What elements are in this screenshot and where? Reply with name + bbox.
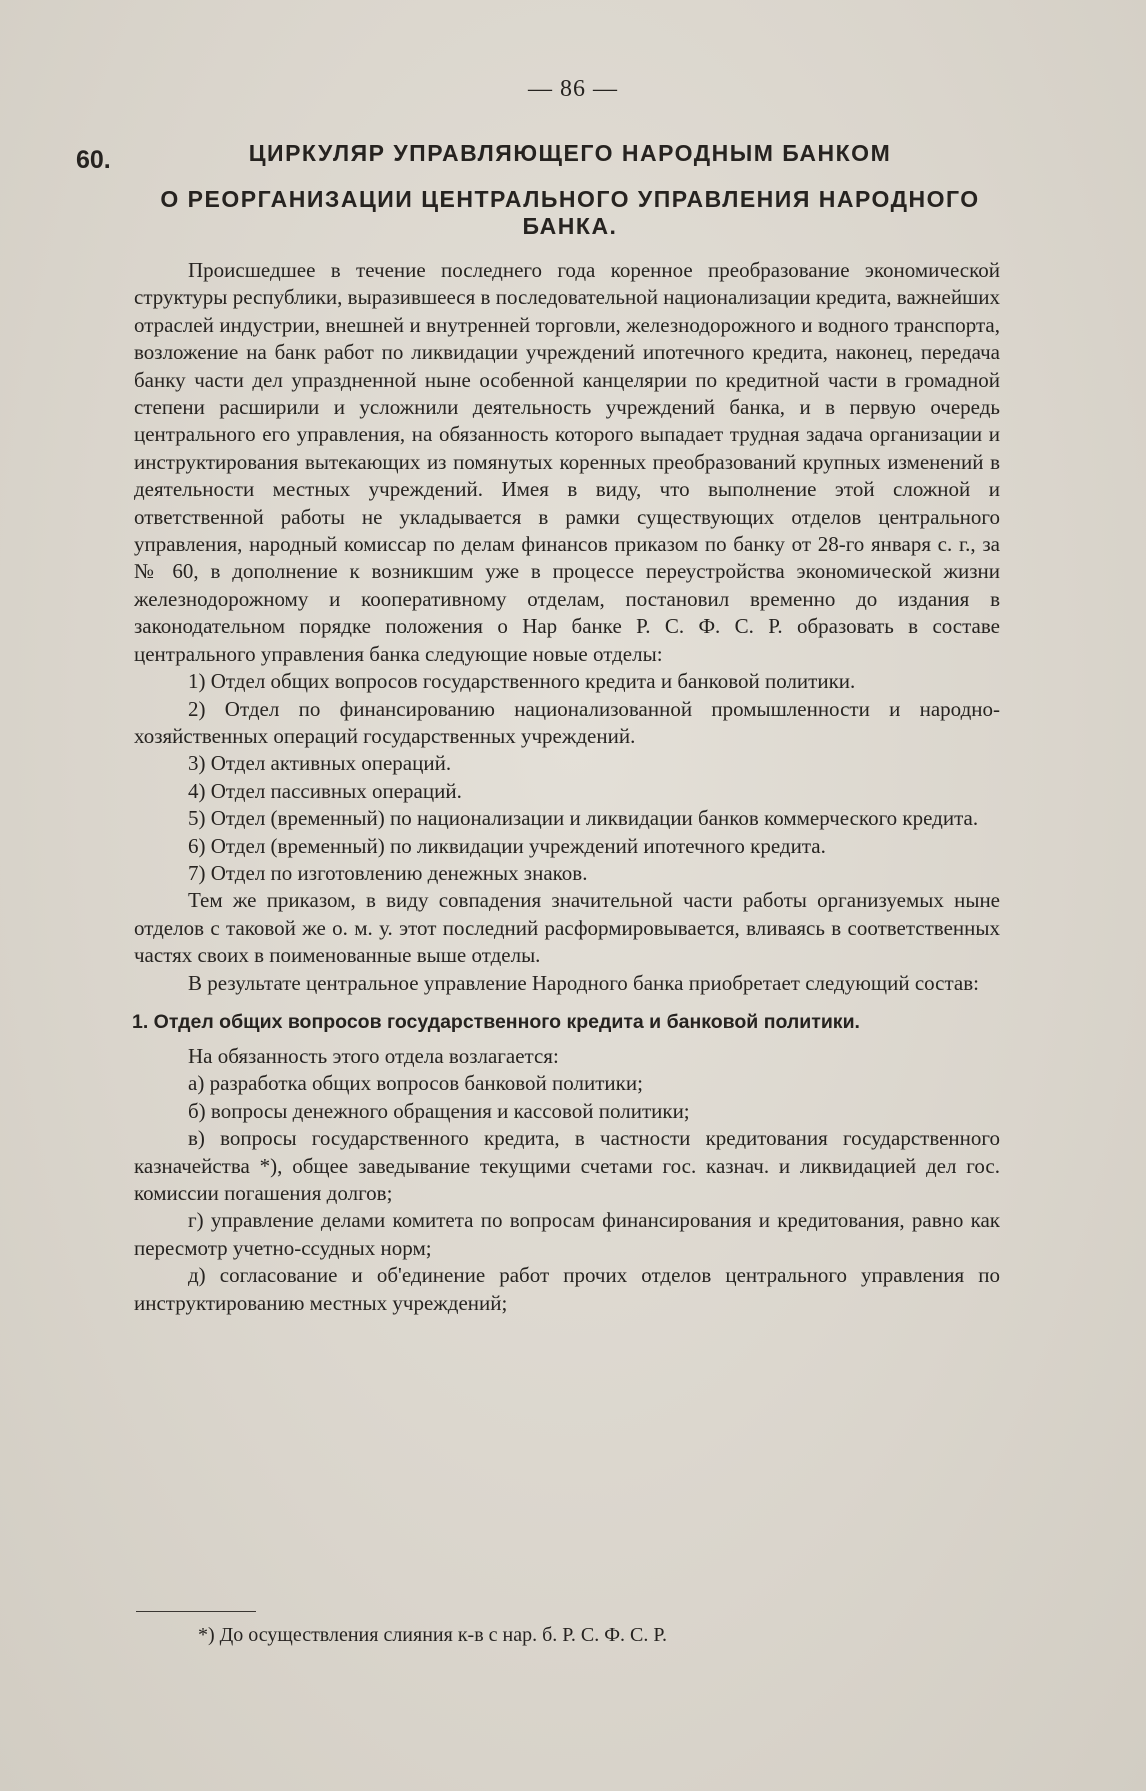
footnote: *) До осуществления слияния к-в с нар. б. Р. С. Ф. С. Р. xyxy=(198,1624,667,1646)
title-line-2: О РЕОРГАНИЗАЦИИ ЦЕНТРАЛЬНОГО УПРАВЛЕНИЯ НАРОДНОГО БАНКА. xyxy=(160,186,980,239)
section-1-item-d: д) согласование и об'единение работ прочих отделов центрального управления по инструктированию местных учреждений; xyxy=(134,1263,1000,1315)
reorganization-paragraph: Тем же приказом, в виду совпадения значительной части работы организуемых ныне отделов с таковой же о. м. у. этот последний расформировывается, вливаясь в соответственных частях своих в поименованные выше отделы. xyxy=(134,888,1000,968)
department-list-item-3: 3) Отдел активных операций. xyxy=(188,751,452,776)
department-list-item-5: 5) Отдел (временный) по национализации и ликвидации банков коммерческого кредита. xyxy=(188,806,979,831)
department-list-item-1: 1) Отдел общих вопросов государственного кредита и банковой политики. xyxy=(188,669,856,694)
department-list-item-4: 4) Отдел пассивных операций. xyxy=(188,778,462,803)
section-1-item-b: б) вопросы денежного обращения и кассовой политики; xyxy=(188,1098,690,1123)
section-1-item-v: в) вопросы государственного кредита, в частности кредитования государственного казначейства *), общее заведывание текущими счетами гос. казнач. и ликвидацией дел гос. комиссии погашения долгов; xyxy=(134,1126,1000,1205)
section-1-item-a: а) разработка общих вопросов банковой политики; xyxy=(188,1071,643,1096)
document-number: 60. xyxy=(76,146,111,174)
section-1-heading: 1. Отдел общих вопросов государственного кредита и банковой политики. xyxy=(132,1010,860,1033)
section-1-intro: На обязанность этого отдела возлагается: xyxy=(188,1043,559,1068)
department-list-item-2: 2) Отдел по финансированию национализованной промышленности и народно-хозяйственных операций государственных учреждений. xyxy=(134,696,1000,748)
page-number: — 86 — xyxy=(528,76,618,102)
department-list-item-7: 7) Отдел по изготовлению денежных знаков. xyxy=(188,860,588,885)
department-list-item-6: 6) Отдел (временный) по ликвидации учреждений ипотечного кредита. xyxy=(188,833,826,858)
result-paragraph: В результате центральное управление Народного банка приобретает следующий состав: xyxy=(188,970,979,995)
section-1-item-g: г) управление делами комитета по вопросам финансирования и кредитования, равно как пересмотр учетно-ссудных норм; xyxy=(134,1208,1000,1260)
title-line-1: ЦИРКУЛЯР УПРАВЛЯЮЩЕГО НАРОДНЫМ БАНКОМ xyxy=(248,140,892,166)
intro-paragraph: Происшедшее в течение последнего года коренное преобразование экономической структуры республики, выразившееся в последовательной национализации кредита, важнейших отраслей индустрии, внешней и внутренней торговли, железнодорожного и водного транспорта, возложение на банк работ по ликвидации учреждений ипотечного кредита, наконец, передача банку части дел упраздненной ныне особенной канцелярии по кредитной части в громадной степени расширили и усложнили деятельность учреждений банка, и в первую очередь центрального его управления, на обязанность которого выпадает трудная задача организации и инструктирования вытекающих из помянутых коренных преобразований крупных изменений в деятельности местных учреждений. Имея в виду, что выполнение этой сложной и ответственной работы не укладывается в рамки существующих отделов центрального управления, народный комиссар по делам финансов приказом по банку от 28-го января с. г., за № 60, в дополнение к возникшим уже в процессе переустройства экономической жизни железнодорожному и кооперативному отделам, постановил временно до издания в законодательном порядке положения о Нар банке Р. С. Ф. С. Р. образовать в составе центрального управления банка следующие новые отделы: xyxy=(134,258,1000,666)
footnote-divider xyxy=(136,1611,256,1612)
document-body xyxy=(134,257,1000,1317)
